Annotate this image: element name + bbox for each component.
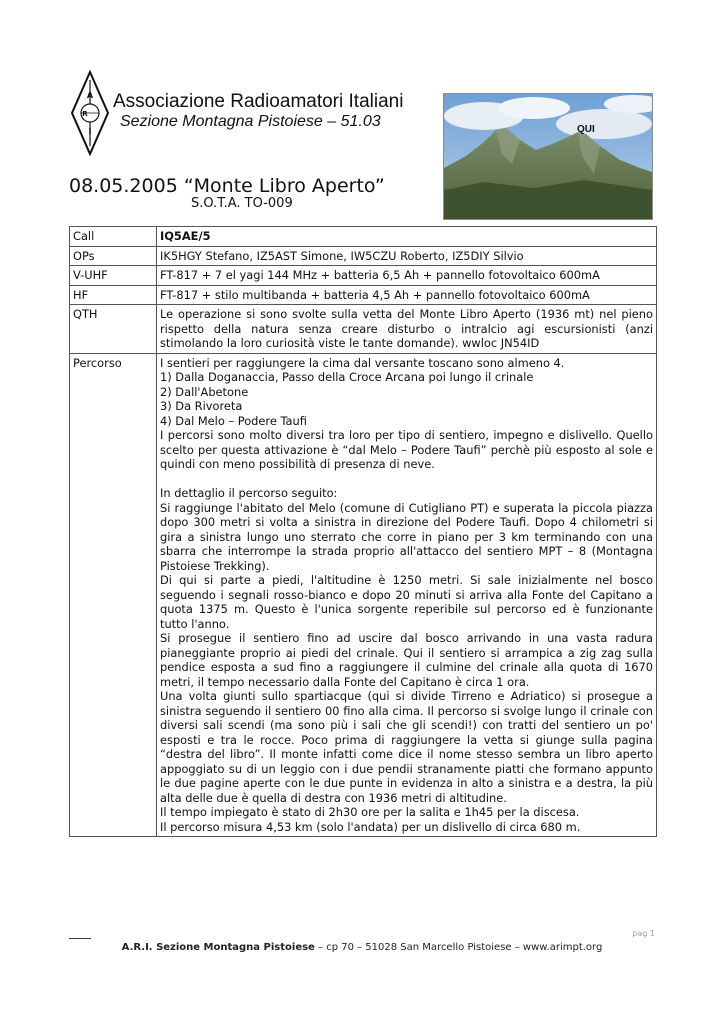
paragraph-gap <box>160 472 653 487</box>
hf-value: FT-817 + stilo multibanda + batteria 4,5 Ah + pannello fotovoltaico 600mA <box>157 285 657 305</box>
document-title: 08.05.2005 “Monte Libro Aperto” <box>69 175 385 197</box>
table-row-qth <box>70 305 657 354</box>
ops-label: OPs <box>70 246 157 266</box>
footer-org: A.R.I. Sezione Montagna Pistoiese <box>121 942 315 953</box>
percorso-detail-intro: In dettaglio il percorso seguito: <box>160 486 338 500</box>
percorso-detail-line: Si raggiunge l'abitato del Melo (comune di Cutigliano PT) e superata la piccola piazza dopo 300 metri si volta a sinistra in direzione del Podere Taufi. Dopo 4 chilometri si gira a sinistra lungo uno sterrato che corre in piano per 3 km terminando con una sbarra che interrompe la strada proprio all'attacco del sentiero MPT – 8 (Montagna Pistoiese Trekking). <box>160 500 653 573</box>
percorso-label: Percorso <box>70 353 157 837</box>
photo-label: QUI <box>577 124 595 135</box>
document-subtitle: S.O.T.A. TO-009 <box>191 196 293 211</box>
percorso-line: I sentieri per raggiungere la cima dal versante toscano sono almeno 4. <box>160 355 565 370</box>
vuhf-value: FT-817 + 7 el yagi 144 MHz + batteria 6,5 Ah + pannello fotovoltaico 600mA <box>157 266 657 286</box>
percorso-detail-line: Il percorso misura 4,53 km (solo l'andata) per un dislivello di circa 680 m. <box>160 819 581 834</box>
percorso-detail-line: Il tempo impiegato è stato di 2h30 ore per la salita e 1h45 per la discesa. <box>160 805 580 819</box>
percorso-value <box>157 353 657 837</box>
footer-address: – cp 70 – 51028 San Marcello Pistoiese – www.arimpt.org <box>314 942 603 953</box>
call-value: IQ5AE/5 <box>157 227 657 247</box>
table-row-hf <box>70 285 657 305</box>
percorso-line: 1) Dalla Doganaccia, Passo della Croce Arcana poi lungo il crinale <box>160 370 534 384</box>
percorso-detail-line: Una volta giunti sullo spartiacque (qui si divide Tirreno e Adriatico) si prosegue a sinistra seguendo il sentiero 00 fino alla cima. Il percorso si svolge lungo il crinale con diversi sali scendi (ma sono più i sali che gli scendi!) con tratti del sentiero un po' esposti e tra le rocce. Poco prima di raggiungere la vetta si giunge sulla pagina “destra del libro”. Il monte infatti come dice il nome stesso sembra un libro aperto appoggiato su di un leggio con i due pendii stranamente piatti che formano appunto le due pagine aperte con le due punte in evidenza in alto a sinistra e a destra, la più alta delle due è quella di destra con 1936 metri di altitudine. <box>160 689 653 805</box>
ari-logo <box>68 70 112 156</box>
percorso-line: I percorsi sono molto diversi tra loro per tipo di sentiero, impegno e dislivello. Quello scelto per questa attivazione è “dal Melo – Podere Taufi” perchè più esposto al sole e quindi con meno possibilità di presenza di neve. <box>160 428 653 471</box>
table-row-ops <box>70 246 657 266</box>
org-section: Sezione Montagna Pistoiese – 51.03 <box>120 113 381 130</box>
table-row-vuhf <box>70 266 657 286</box>
activation-table <box>69 226 657 837</box>
ops-value: IK5HGY Stefano, IZ5AST Simone, IW5CZU Roberto, IZ5DIY Silvio <box>157 246 657 266</box>
table-row-percorso <box>70 353 657 837</box>
call-label: Call <box>70 227 157 247</box>
svg-text:I: I <box>88 127 92 136</box>
percorso-line: 2) Dall'Abetone <box>160 384 249 399</box>
qth-label: QTH <box>70 305 157 354</box>
svg-text:R: R <box>82 110 88 118</box>
org-name: Associazione Radioamatori Italiani <box>113 91 404 112</box>
percorso-detail-line: Si prosegue il sentiero fino ad uscire dal bosco arrivando in una vasta radura pianeggiante proprio ai piedi del crinale. Qui il sentiero si arrampica a zig zag sulla pendice esposta a sud fino a raggiungere il culmine del crinale alla quota di 1670 metri, il tempo necessario dalla Fonte del Capitano è circa 1 ora. <box>160 631 653 689</box>
footer-divider <box>69 938 91 939</box>
svg-text:A: A <box>86 91 94 100</box>
percorso-line: 3) Da Rivoreta <box>160 399 243 413</box>
percorso-detail-line: Di qui si parte a piedi, l'altitudine è 1250 metri. Si sale inizialmente nel bosco seguendo i segnali rosso-bianco e dopo 20 minuti si arriva alla Fonte del Capitano a quota 1375 m. Questo è l'unica sorgente reperibile sul percorso ed è funzionante tutto l'anno. <box>160 573 653 631</box>
hf-label: HF <box>70 285 157 305</box>
qth-value: Le operazione si sono svolte sulla vetta del Monte Libro Aperto (1936 mt) nel pieno rispetto della natura senza creare disturbo o intralcio agi escursionisti (anzi stimolando la loro curiosità viste le tante domande). wwloc JN54ID <box>157 305 657 354</box>
vuhf-label: V-UHF <box>70 266 157 286</box>
table-row-call <box>70 227 657 247</box>
percorso-line: 4) Dal Melo – Podere Taufi <box>160 413 307 428</box>
footer <box>0 942 724 953</box>
mountain-photo <box>443 93 653 220</box>
page-number: pag 1 <box>632 929 655 938</box>
